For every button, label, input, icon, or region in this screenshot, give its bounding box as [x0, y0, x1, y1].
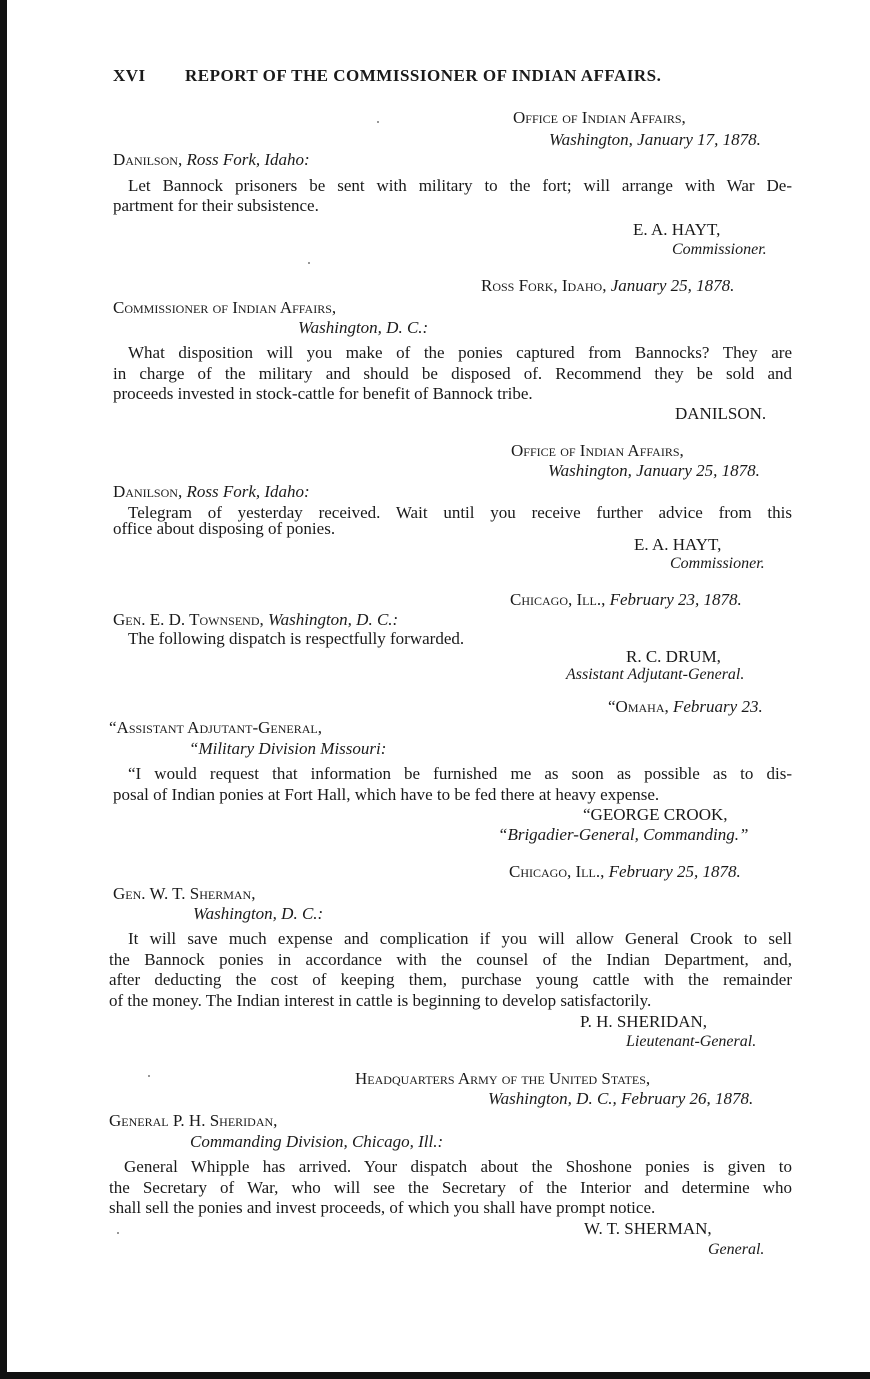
msg3-addressee — [113, 482, 310, 502]
msg5-to-place: “Military Division Missouri: — [189, 739, 387, 758]
msg6-from-date: February 25, 1878. — [608, 862, 741, 881]
msg3-to-name: Danilson, — [113, 482, 183, 501]
page-number: XVI — [113, 66, 146, 85]
msg1-to-place: Ross Fork, Idaho: — [186, 150, 310, 169]
msg7-from-office: Headquarters Army of the United States, — [355, 1069, 651, 1088]
msg6-signature-title: Lieutenant-General. — [626, 1033, 757, 1050]
msg1-signature-title: Commissioner. — [672, 241, 767, 258]
msg5-from-date: February 23. — [673, 697, 763, 716]
msg4-to-place: Washington, D. C.: — [268, 610, 399, 629]
msg7-body-line: the Secretary of War, who will see the Secretary of the Interior and determine who — [109, 1178, 792, 1197]
msg5-to-name: “Assistant Adjutant-General, — [109, 718, 323, 737]
msg2-signature: DANILSON. — [675, 404, 767, 423]
msg1-to-name: Danilson, — [113, 150, 183, 169]
msg4-dateline — [510, 590, 742, 610]
msg2-to-place: Washington, D. C.: — [298, 318, 429, 337]
msg4-signature: R. C. DRUM, — [626, 647, 721, 666]
msg7-from-place: Washington, D. C., — [488, 1089, 617, 1108]
msg2-body-line: in charge of the military and should be disposed of. Recommend they be sold and — [113, 364, 792, 383]
msg2-from-place: Ross Fork, Idaho, — [481, 276, 607, 295]
msg1-addressee — [113, 150, 310, 170]
msg6-from-place: Chicago, Ill., — [509, 862, 605, 881]
scan-speck — [148, 1075, 150, 1077]
msg1-from-date: January 17, 1878. — [637, 130, 761, 149]
msg4-signature-title: Assistant Adjutant-General. — [566, 666, 745, 683]
msg3-to-place: Ross Fork, Idaho: — [186, 482, 310, 501]
msg7-body-line: shall sell the ponies and invest proceeds, of which you shall have prompt notice. — [109, 1198, 656, 1217]
msg5-body-line: posal of Indian ponies at Fort Hall, which have to be fed there at heavy expense. — [113, 785, 660, 804]
msg6-to-place: Washington, D. C.: — [193, 904, 324, 923]
msg5-signature-title: “Brigadier-General, Commanding.” — [498, 825, 749, 844]
msg1-dateline — [549, 130, 761, 150]
msg7-signature-title: General. — [708, 1241, 765, 1258]
msg6-body-line: after deducting the cost of keeping them, purchase young cattle with the remainder — [109, 970, 792, 989]
msg5-signature: “GEORGE CROOK, — [583, 805, 728, 824]
msg5-body-line: “I would request that information be furnished me as soon as possible as to dis- — [128, 764, 792, 783]
msg7-body-line: General Whipple has arrived. Your dispatch about the Shoshone ponies is given to — [124, 1157, 792, 1176]
msg3-body-line: Telegram of yesterday received. Wait until you receive further advice from this — [128, 503, 792, 522]
msg1-from-office: Office of Indian Affairs, — [513, 108, 686, 127]
msg4-to-name: Gen. E. D. Townsend, — [113, 610, 264, 629]
msg6-signature: P. H. SHERIDAN, — [580, 1012, 708, 1031]
msg6-body-line: of the money. The Indian interest in cattle is beginning to develop satisfactorily. — [109, 991, 652, 1010]
msg2-body-line: proceeds invested in stock-cattle for benefit of Bannock tribe. — [113, 384, 533, 403]
msg4-from-place: Chicago, Ill., — [510, 590, 606, 609]
scan-speck — [308, 262, 310, 264]
msg7-from-date: February 26, 1878. — [621, 1089, 754, 1108]
msg3-signature: E. A. HAYT, — [634, 535, 722, 554]
msg6-to-name: Gen. W. T. Sherman, — [113, 884, 256, 903]
msg4-from-date: February 23, 1878. — [609, 590, 742, 609]
msg7-to-name: General P. H. Sheridan, — [109, 1111, 278, 1130]
msg1-body-line: Let Bannock prisoners be sent with military to the fort; will arrange with War De- — [128, 176, 792, 195]
running-head: REPORT OF THE COMMISSIONER OF INDIAN AFFAIRS. — [185, 66, 662, 85]
msg1-signature: E. A. HAYT, — [633, 220, 721, 239]
msg6-dateline — [509, 862, 741, 882]
scan-speck — [117, 1232, 119, 1234]
msg7-signature: W. T. SHERMAN, — [584, 1219, 712, 1238]
scan-edge-left — [0, 0, 7, 1379]
msg7-to-place: Commanding Division, Chicago, Ill.: — [190, 1132, 444, 1151]
msg3-from-date: January 25, 1878. — [636, 461, 760, 480]
msg3-body-line: office about disposing of ponies. — [113, 519, 336, 538]
msg3-from-place: Washington, — [548, 461, 632, 480]
msg4-body-line: The following dispatch is respectfully forwarded. — [128, 629, 465, 648]
msg1-body-line: partment for their subsistence. — [113, 196, 319, 215]
scan-speck — [377, 121, 379, 123]
scan-edge-bottom — [0, 1372, 870, 1379]
msg5-dateline — [608, 697, 763, 717]
msg3-dateline — [548, 461, 760, 481]
msg4-addressee — [113, 610, 398, 630]
msg3-from-office: Office of Indian Affairs, — [511, 441, 684, 460]
msg5-from-place: “Omaha, — [608, 697, 669, 716]
msg7-dateline — [488, 1089, 753, 1109]
msg2-dateline — [481, 276, 734, 296]
msg3-signature-title: Commissioner. — [670, 555, 765, 572]
msg6-body-line: It will save much expense and complication if you will allow General Crook to sell — [128, 929, 792, 948]
msg2-from-date: January 25, 1878. — [610, 276, 735, 295]
msg1-from-place: Washington, — [549, 130, 633, 149]
msg2-body-line: What disposition will you make of the ponies captured from Bannocks? They are — [128, 343, 792, 362]
msg2-to-name: Commissioner of Indian Affairs, — [113, 298, 337, 317]
msg6-body-line: the Bannock ponies in accordance with the counsel of the Indian Department, and, — [109, 950, 792, 969]
